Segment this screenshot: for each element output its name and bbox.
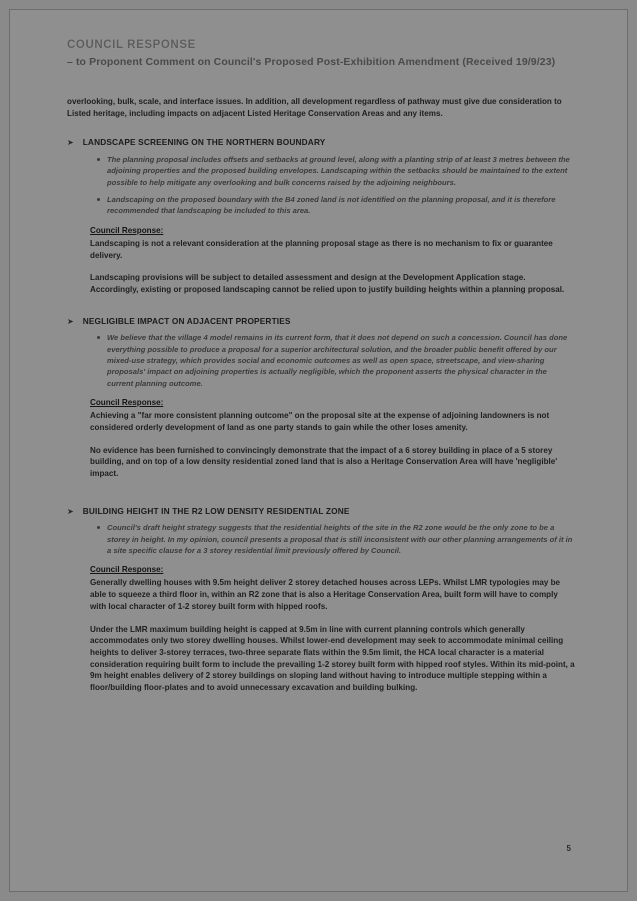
section-heading	[67, 316, 575, 327]
section-title: NEGLIGIBLE IMPACT ON ADJACENT PROPERTIES	[82, 315, 291, 326]
council-response-label: Council Response:	[90, 565, 164, 575]
triangle-bullet-icon: ➤	[67, 506, 74, 516]
section-negligible-impact	[67, 316, 575, 480]
paragraph: Under the LMR maximum building height is capped at 9.5m in line with current planning controls which generally accommodates only two storey dwelling houses. Whilst lower-end development may seek to accommodate minimal ceiling heights to deliver 3-storey terraces, two-three separate flats within the 9.5m limit, the HCA local character is a material consideration requiring built form to include the prevailing 1-2 storey built form with hipped roof styles. Within its mid-point, a 9m height enables delivery of 2 storey buildings on sloping land without having to introduce multiple stepping within a floor/building floor-plates and to avoid unnecessary excavation and building bulking.	[90, 624, 575, 693]
section-landscape-screening	[67, 137, 575, 295]
section-heading	[67, 137, 575, 148]
council-response-label: Council Response:	[90, 225, 164, 235]
council-response-body	[67, 410, 575, 480]
paragraph: Generally dwelling houses with 9.5m height deliver 2 storey detached houses across LEPs. Whilst LMR typologies may be able to squeeze a third floor in, within an R2 zone that is also a Heritage Conservation Area, built form will have to comply with local character of 1-2 storey built form with hipped roofs.	[90, 578, 561, 611]
page-number: 5	[566, 844, 571, 853]
section-title: BUILDING HEIGHT IN THE R2 LOW DENSITY RESIDENTIAL ZONE	[82, 505, 350, 516]
document-header	[67, 38, 575, 70]
section-bullet-list	[67, 332, 575, 389]
list-item: The planning proposal includes offsets and setbacks at ground level, along with a planting strip of at least 3 metres between the adjoining properties and the proposed building envelopes. Landscaping within the setbacks should be maintained to the extent possible to help mitigate any overlooking and bulk concerns raised by the adjoining neighbours.	[97, 154, 575, 188]
triangle-bullet-icon: ➤	[67, 316, 74, 326]
document-body	[67, 96, 575, 694]
paragraph: Achieving a "far more consistent planning outcome" on the proposal site at the expense of adjoining landowners is not considered orderly development of land as one party stands to gain while the other loses amenity.	[90, 411, 550, 432]
paragraph: Landscaping provisions will be subject to detailed assessment and design at the Development Application stage. Accordingly, existing or proposed landscaping cannot be relied upon to justify building heights within a planning proposal.	[90, 273, 565, 295]
page-subtitle: – to Proponent Comment on Council's Proposed Post-Exhibition Amendment (Received 19/9/23)	[67, 56, 556, 69]
section-building-height-r2	[67, 506, 575, 694]
council-response-label: Council Response:	[90, 398, 164, 408]
paragraph: Landscaping is not a relevant consideration at the planning proposal stage as there is no mechanism to fix or guarantee delivery.	[90, 238, 553, 260]
section-title: LANDSCAPE SCREENING ON THE NORTHERN BOUNDARY	[82, 137, 326, 148]
page-title: COUNCIL RESPONSE	[67, 39, 196, 51]
section-bullet-list	[67, 154, 575, 217]
council-response-body	[67, 238, 575, 296]
triangle-bullet-icon: ➤	[67, 138, 74, 148]
council-response-body	[67, 577, 575, 694]
page-sheet	[10, 10, 627, 891]
list-item: We believe that the village 4 model remains in its current form, that it does not depend on such a concession. Council has done everything possible to produce a proposal for a superior architectural solution, and the broader public benefit offered by our mixed-use strategy, which provides social and economic outcomes as well as open space, streetscape, and view-sharing proposals' impact on adjoining properties is actually negligible, which the proponent asserts the physical character in the current planning outcome.	[97, 332, 575, 389]
list-item: Council's draft height strategy suggests that the residential heights of the site in the R2 zone would be the only zone to be a storey in height. In my opinion, council presents a proposal that is still inconsistent with our other planning arrangements of it in a site specific clause for a 3 storey residential limit previously offered by Council.	[97, 522, 575, 556]
paragraph: No evidence has been furnished to convincingly demonstrate that the impact of a 6 storey building in place of a 5 storey building, and on top of a low density residential zoned land that is also a Heritage Conservation Area will have 'negligible' impact.	[90, 445, 558, 479]
section-bullet-list	[67, 522, 575, 556]
intro-paragraph: overlooking, bulk, scale, and interface issues. In addition, all development regardless of pathway must give due consideration to Listed heritage, including impacts on adjacent Listed Heritage Conservation Areas and any items.	[67, 97, 562, 118]
list-item: Landscaping on the proposed boundary with the B4 zoned land is not identified on the planning proposal, and it is therefore recommended that landscaping be included to this area.	[97, 194, 575, 217]
section-heading	[67, 506, 575, 517]
